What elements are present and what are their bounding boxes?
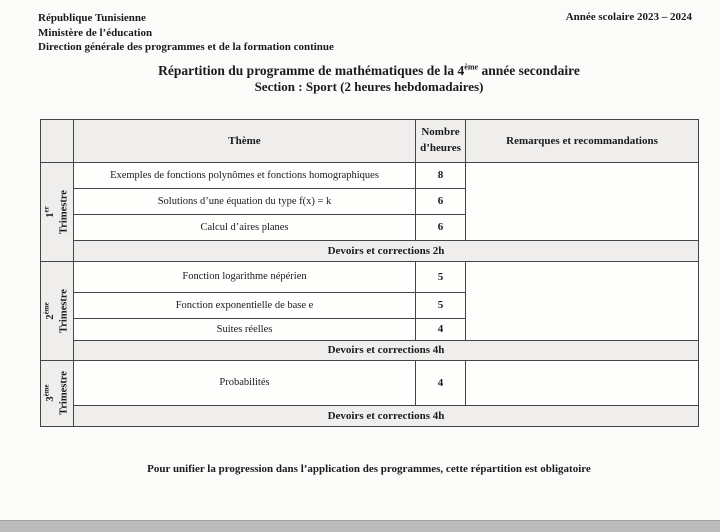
trimester-2-label-cell [41,261,74,360]
hours-column-header [416,119,466,162]
trimester-number-line: 1er [42,206,57,218]
title-block [40,62,698,96]
devoirs-row [41,240,699,261]
trimester-word-line: Trimestre [58,289,70,333]
trimester-3-label-cell [41,360,74,426]
title-text-suffix: année secondaire [478,62,580,78]
remarks-column-header: Remarques et recommandations [466,119,699,162]
remarks-cell [466,162,699,240]
table-row [41,360,699,405]
title-text-prefix: Répartition du programme de mathématiques de la 4 [158,62,465,78]
remarks-cell [466,360,699,405]
trimester-header-cell [41,119,74,162]
document-body [40,62,698,475]
hours-cell: 5 [416,261,466,292]
devoirs-row [41,405,699,426]
authority-line-country: République Tunisienne [38,12,146,24]
theme-cell: Probabilités [74,360,416,405]
hours-cell: 8 [416,162,466,188]
page-subtitle: Section : Sport (2 heures hebdomadaires) [254,79,484,95]
hours-header-line2: d’heures [420,141,461,154]
program-table [40,119,699,427]
mandatory-note: Pour unifier la progression dans l’application des programmes, cette répartition est obligatoire [147,462,591,475]
authority-line-direction: Direction générale des programmes et de la formation continue [38,41,334,54]
theme-cell: Fonction logarithme népérien [74,261,416,292]
trimester-1-label [43,190,72,234]
table-row [41,261,699,292]
hours-cell: 6 [416,188,466,214]
theme-cell: Exemples de fonctions polynômes et fonctions homographiques [74,162,416,188]
trimester-3-label [43,372,72,416]
school-year: Année scolaire 2023 – 2024 [565,11,692,23]
theme-column-header: Thème [74,119,416,162]
devoirs-cell-trimester-1: Devoirs et corrections 2h [74,240,699,261]
hours-header-line1: Nombre [421,126,460,139]
table-row [41,162,699,188]
document-header [0,0,720,55]
trimester-word-line: Trimestre [58,371,70,416]
trimester-number-line: 3ème [42,384,57,403]
theme-cell: Fonction exponentielle de base e [74,292,416,318]
theme-cell: Calcul d’aires planes [74,214,416,240]
authority-line-ministry: Ministère de l’éducation [38,26,153,39]
trimester-word-line: Trimestre [58,190,70,234]
trimester-2-label [43,289,72,333]
page-title [40,62,698,80]
theme-cell: Solutions d’une équation du type f(x) = k [74,188,416,214]
devoirs-row [41,340,699,360]
theme-cell: Suites réelles [74,318,416,340]
title-superscript: ème [464,62,479,72]
devoirs-cell-trimester-2: Devoirs et corrections 4h [74,340,699,360]
hours-cell: 4 [416,318,466,340]
devoirs-cell-trimester-3: Devoirs et corrections 4h [74,405,699,426]
scan-bottom-edge [0,520,720,532]
trimester-number-line: 2ème [42,302,57,320]
hours-cell: 4 [416,360,466,405]
issuing-authority [38,11,334,55]
table-header-row [41,119,699,162]
trimester-1-label-cell [41,162,74,261]
hours-cell: 6 [416,214,466,240]
remarks-cell [466,261,699,340]
hours-cell: 5 [416,292,466,318]
